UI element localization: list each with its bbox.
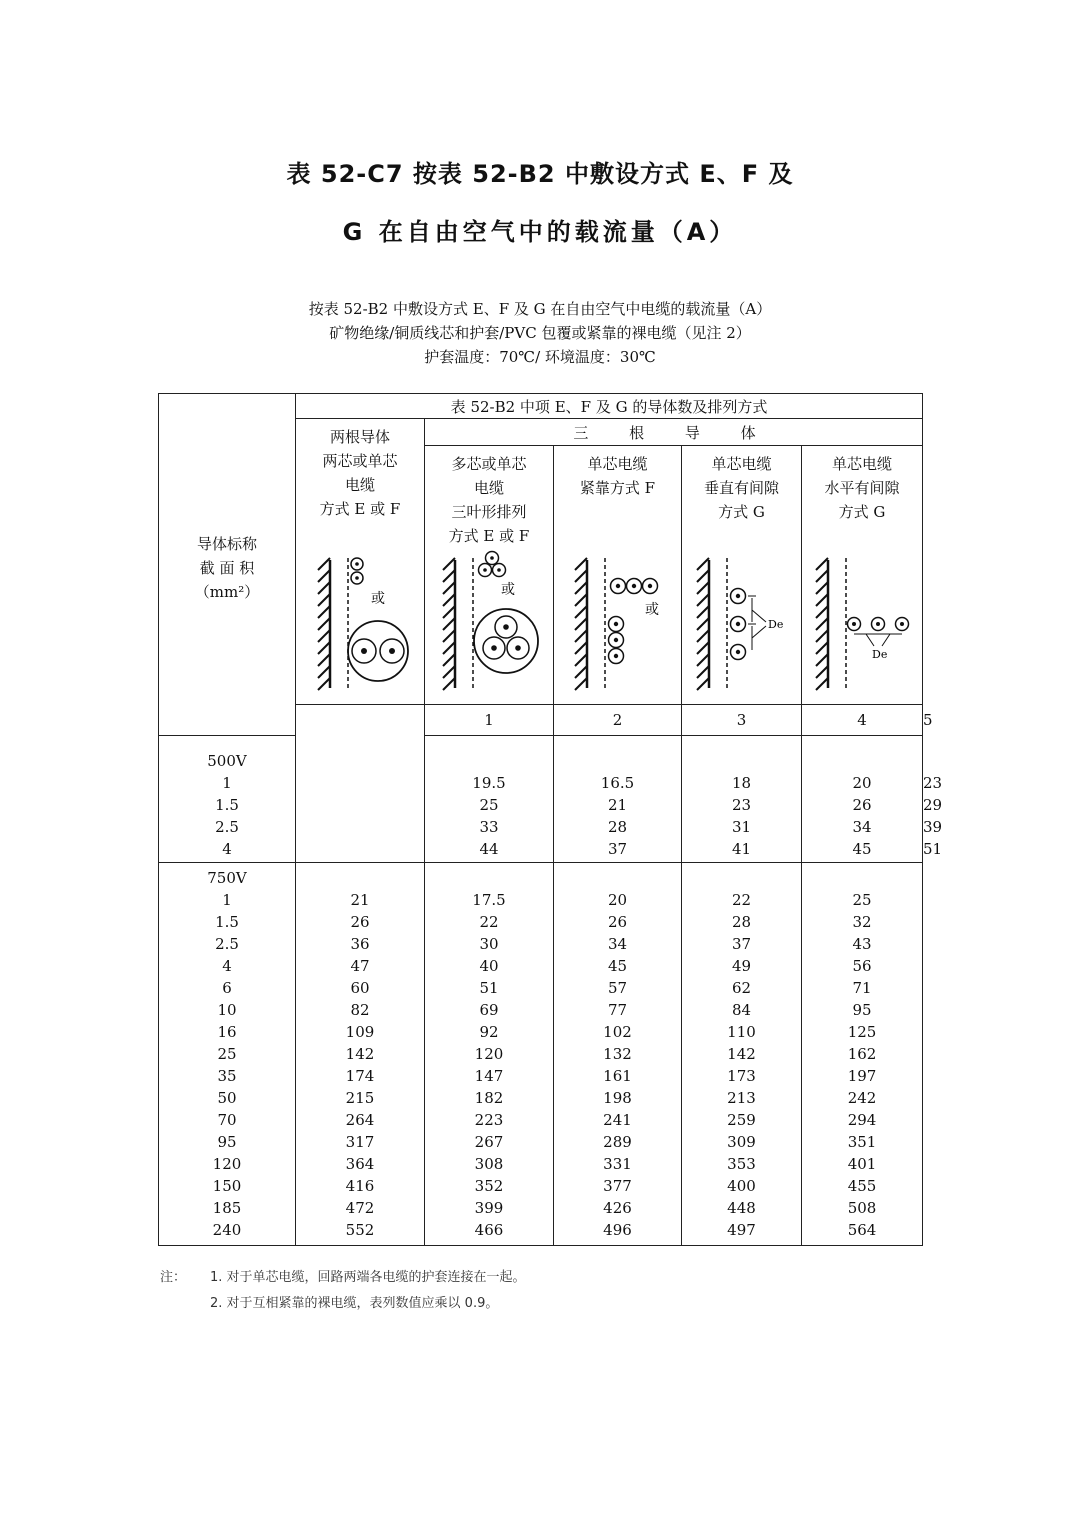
cell-value: 377	[603, 1177, 632, 1195]
column-header-2-label: 多芯或单芯 电缆 三叶形排列 方式 E 或 F	[448, 455, 530, 545]
cell-value: 69	[479, 1001, 499, 1019]
cell-value: 37	[607, 840, 628, 858]
size-value: 50	[217, 1089, 237, 1107]
cell-value: 31	[731, 818, 752, 836]
cell-value: 242	[847, 1089, 877, 1107]
or-label-3: 或	[645, 602, 659, 618]
note-1: 1. 对于单芯电缆，回路两端各电缆的护套连接在一起。	[210, 1270, 526, 1285]
cell-value: 21	[350, 891, 370, 909]
cell-value: 45	[607, 957, 628, 975]
cell-value: 351	[847, 1133, 877, 1151]
cell-value: 26	[852, 796, 872, 814]
cell-value: 20	[607, 891, 628, 909]
cell-value: 17.5	[472, 891, 506, 909]
cell-value: 37	[731, 935, 752, 953]
cell-value: 401	[847, 1155, 877, 1173]
touching-flat-diagram-icon	[554, 548, 682, 698]
table-row-group-750v	[159, 863, 923, 1246]
column-number-1: 1	[425, 705, 554, 736]
cell-value: 264	[345, 1111, 375, 1129]
cell-value: 84	[731, 1001, 752, 1019]
cell-value: 142	[727, 1045, 756, 1063]
size-value: 4	[222, 840, 232, 858]
cell-value: 102	[603, 1023, 632, 1041]
size-value: 185	[212, 1199, 242, 1217]
size-header-cell: 导体标称 截 面 积 （mm²）	[159, 394, 296, 736]
cell-value: 30	[479, 935, 499, 953]
cell-value: 497	[727, 1221, 756, 1239]
cell-value: 162	[847, 1045, 877, 1063]
cell-value: 213	[727, 1089, 756, 1107]
size-value: 95	[217, 1133, 237, 1151]
size-value: 16	[217, 1023, 237, 1041]
size-value: 25	[217, 1045, 237, 1063]
cell-value: 45	[852, 840, 872, 858]
cell-value: 132	[603, 1045, 632, 1063]
voltage-label-500v: 500V	[207, 752, 247, 770]
cell-value: 47	[350, 957, 370, 975]
cell-value: 56	[852, 957, 872, 975]
cell-value: 23	[731, 796, 752, 814]
cell-value: 331	[603, 1155, 632, 1173]
three-conductor-header: 三 根 导 体	[425, 419, 923, 446]
cell-value: 364	[345, 1155, 375, 1173]
size-value: 1.5	[215, 913, 239, 931]
cell-value: 20	[852, 774, 872, 792]
cell-value: 142	[345, 1045, 375, 1063]
size-cell-750v	[159, 863, 296, 1246]
cell-value: 223	[474, 1111, 504, 1129]
column-header-3-label: 单芯电缆 紧靠方式 F	[579, 455, 656, 497]
cell-value: 36	[350, 935, 370, 953]
column-header-4	[682, 446, 802, 705]
column-header-3	[554, 446, 682, 705]
size-value: 120	[212, 1155, 242, 1173]
cell-value: 28	[731, 913, 752, 931]
cell-value: 57	[607, 979, 628, 997]
size-value: 150	[212, 1177, 242, 1195]
cell-value: 62	[731, 979, 752, 997]
cell-value: 22	[731, 891, 752, 909]
value-col-2	[554, 736, 682, 863]
cell-value: 308	[474, 1155, 504, 1173]
cell-value: 259	[727, 1111, 756, 1129]
cell-value: 552	[345, 1221, 375, 1239]
or-label-2: 或	[501, 582, 515, 598]
cell-value: 71	[852, 979, 872, 997]
column-header-5-label: 单芯电缆 水平有间隙 方式 G	[824, 455, 900, 521]
size-value: 1	[222, 774, 232, 792]
table-caption-line-2: 矿物绝缘/铜质线芯和护套/PVC 包覆或紧靠的裸电缆（见注 2）	[329, 324, 751, 342]
cell-value: 34	[607, 935, 628, 953]
cell-value: 25	[479, 796, 499, 814]
cell-value: 472	[345, 1199, 375, 1217]
cell-value: 399	[474, 1199, 504, 1217]
cell-value: 294	[847, 1111, 877, 1129]
cell-value: 18	[731, 774, 752, 792]
column-number-3: 3	[682, 705, 802, 736]
column-header-5	[802, 446, 923, 705]
cell-value: 416	[345, 1177, 375, 1195]
cell-value: 455	[847, 1177, 877, 1195]
cell-value: 466	[474, 1221, 504, 1239]
de-label: De	[768, 618, 784, 631]
cell-value: 174	[345, 1067, 375, 1085]
size-value: 70	[217, 1111, 237, 1129]
size-value: 1.5	[215, 796, 239, 814]
table-row-group-500v: 500V 1 1.5 2.5 4 19.5 25 33 44 16.5 21 28 37 18 23 31 41 20 26 34 45 23 29 39 51	[159, 736, 923, 863]
size-value: 4	[222, 957, 232, 975]
cell-value: 49	[731, 957, 752, 975]
column-number-2: 2	[554, 705, 682, 736]
cell-value: 125	[847, 1023, 877, 1041]
cell-value: 309	[727, 1133, 756, 1151]
column-header-2	[425, 446, 554, 705]
cell-value: 564	[847, 1221, 877, 1239]
cell-value: 353	[727, 1155, 756, 1173]
cell-value: 109	[345, 1023, 375, 1041]
cell-value: 426	[603, 1199, 632, 1217]
column-header-1-label: 两根导体 两芯或单芯 电缆 方式 E 或 F	[319, 428, 401, 518]
or-label: 或	[371, 591, 385, 607]
cell-value: 92	[479, 1023, 499, 1041]
group-header: 表 52-B2 中项 E、F 及 G 的导体数及排列方式	[296, 394, 923, 419]
size-value: 2.5	[215, 818, 239, 836]
size-value: 35	[217, 1067, 237, 1085]
cell-value: 161	[603, 1067, 632, 1085]
cell-value: 267	[474, 1133, 504, 1151]
cell-value: 28	[607, 818, 628, 836]
size-cell-500v	[159, 736, 296, 863]
cell-value: 352	[474, 1177, 504, 1195]
value-col-4	[802, 736, 923, 863]
cell-value: 173	[727, 1067, 756, 1085]
cell-value: 496	[603, 1221, 632, 1239]
value-col-4-750v	[682, 863, 802, 1246]
note-2: 2. 对于互相紧靠的裸电缆，表列数值应乘以 0.9。	[210, 1296, 499, 1311]
cell-value: 19.5	[472, 774, 506, 792]
two-conductor-diagram-icon	[296, 548, 425, 698]
value-col-3	[682, 736, 802, 863]
cell-value: 26	[350, 913, 370, 931]
cell-value: 448	[727, 1199, 756, 1217]
size-spacer-cell	[296, 705, 425, 863]
cell-value: 21	[607, 796, 628, 814]
table-caption-line-1: 按表 52-B2 中敷设方式 E、F 及 G 在自由空气中电缆的载流量（A）	[308, 300, 772, 318]
cell-value: 22	[479, 913, 499, 931]
cell-value: 41	[731, 840, 752, 858]
value-col-2-750v	[425, 863, 554, 1246]
cell-value: 33	[479, 818, 499, 836]
cell-value: 34	[852, 818, 872, 836]
page-title-line-1: 表 52-C7 按表 52-B2 中敷设方式 E、F 及	[286, 160, 794, 188]
column-header-1	[296, 419, 425, 705]
voltage-label-750v: 750V	[207, 869, 247, 887]
cell-value: 26	[607, 913, 628, 931]
cell-value: 241	[603, 1111, 632, 1129]
value-col-1	[425, 736, 554, 863]
cell-value: 110	[727, 1023, 756, 1041]
cell-value: 198	[603, 1089, 632, 1107]
vertical-spaced-diagram-icon	[682, 548, 802, 698]
horizontal-spaced-diagram-icon	[802, 548, 923, 698]
cell-value: 82	[350, 1001, 370, 1019]
cell-value: 317	[345, 1133, 375, 1151]
cell-value: 32	[852, 913, 872, 931]
trefoil-diagram-icon	[425, 548, 554, 698]
size-value: 6	[222, 979, 232, 997]
cell-value: 147	[474, 1067, 504, 1085]
cell-value: 25	[852, 891, 872, 909]
cell-value: 215	[345, 1089, 375, 1107]
cell-value: 51	[479, 979, 499, 997]
cell-value: 289	[603, 1133, 632, 1151]
column-number-4: 4	[802, 705, 923, 736]
de-label-2: De	[872, 648, 888, 661]
table-caption-line-3: 护套温度：70℃/ 环境温度：30℃	[424, 348, 656, 366]
cell-value: 182	[474, 1089, 504, 1107]
notes-label: 注：	[160, 1270, 187, 1285]
cell-value: 16.5	[600, 774, 635, 792]
cell-value: 95	[852, 1001, 872, 1019]
value-col-5-750v	[802, 863, 923, 1246]
cell-value: 197	[847, 1067, 877, 1085]
cell-value: 43	[852, 935, 872, 953]
size-value: 2.5	[215, 935, 239, 953]
cell-value: 508	[847, 1199, 877, 1217]
cell-value: 77	[607, 1001, 628, 1019]
page-title-line-2: G 在自由空气中的载流量（A）	[342, 218, 738, 246]
value-col-3-750v	[554, 863, 682, 1246]
size-value: 1	[222, 891, 232, 909]
column-header-4-label: 单芯电缆 垂直有间隙 方式 G	[703, 455, 779, 521]
cell-value: 400	[727, 1177, 756, 1195]
size-value: 240	[212, 1221, 242, 1239]
cell-value: 60	[350, 979, 370, 997]
cell-value: 120	[474, 1045, 504, 1063]
cell-value: 40	[479, 957, 499, 975]
value-col-1-750v	[296, 863, 425, 1246]
size-value: 10	[217, 1001, 237, 1019]
ampacity-table: 导体标称 截 面 积 （mm²） 表 52-B2 中项 E、F 及 G 的导体数及排列方式 两根导体 两芯或单芯 电缆 方式 E 或 F 或 三 根 导 体 多芯或单芯 电缆 三叶形排列 方式 E 或 F 或 单芯电缆 紧靠方式 F 或 单芯电缆 垂直有间隙 方式 G De 单芯电缆 水平有间隙 方式 G De 1 2 3 4 5 500V 1 1.5 2.5 4 19.5 25 33 44 16.5 21 28 37 18 23 31 41 20 26 34 45 23 29 39 51 750V 1 1.5 2.5 4 6 10 16 25 35 50 70 95 120 150 185 240 21 26 36 47 60 82 109 142 174 215 264 317 364 416 472 552 17.5 22 30 40 51 69 92 120 147 182 223 267 308 352 399 466 20 26 34 45 57 77 102 132 161 198 241 289 331 377 426 496 22 28 37 49 62 84 110 142 173 213 259 309 353 400 448 497 25 32 43 56 71 95 125 162 197 242 294 351 401 455 508 564	[158, 393, 923, 1246]
cell-value: 44	[479, 840, 499, 858]
